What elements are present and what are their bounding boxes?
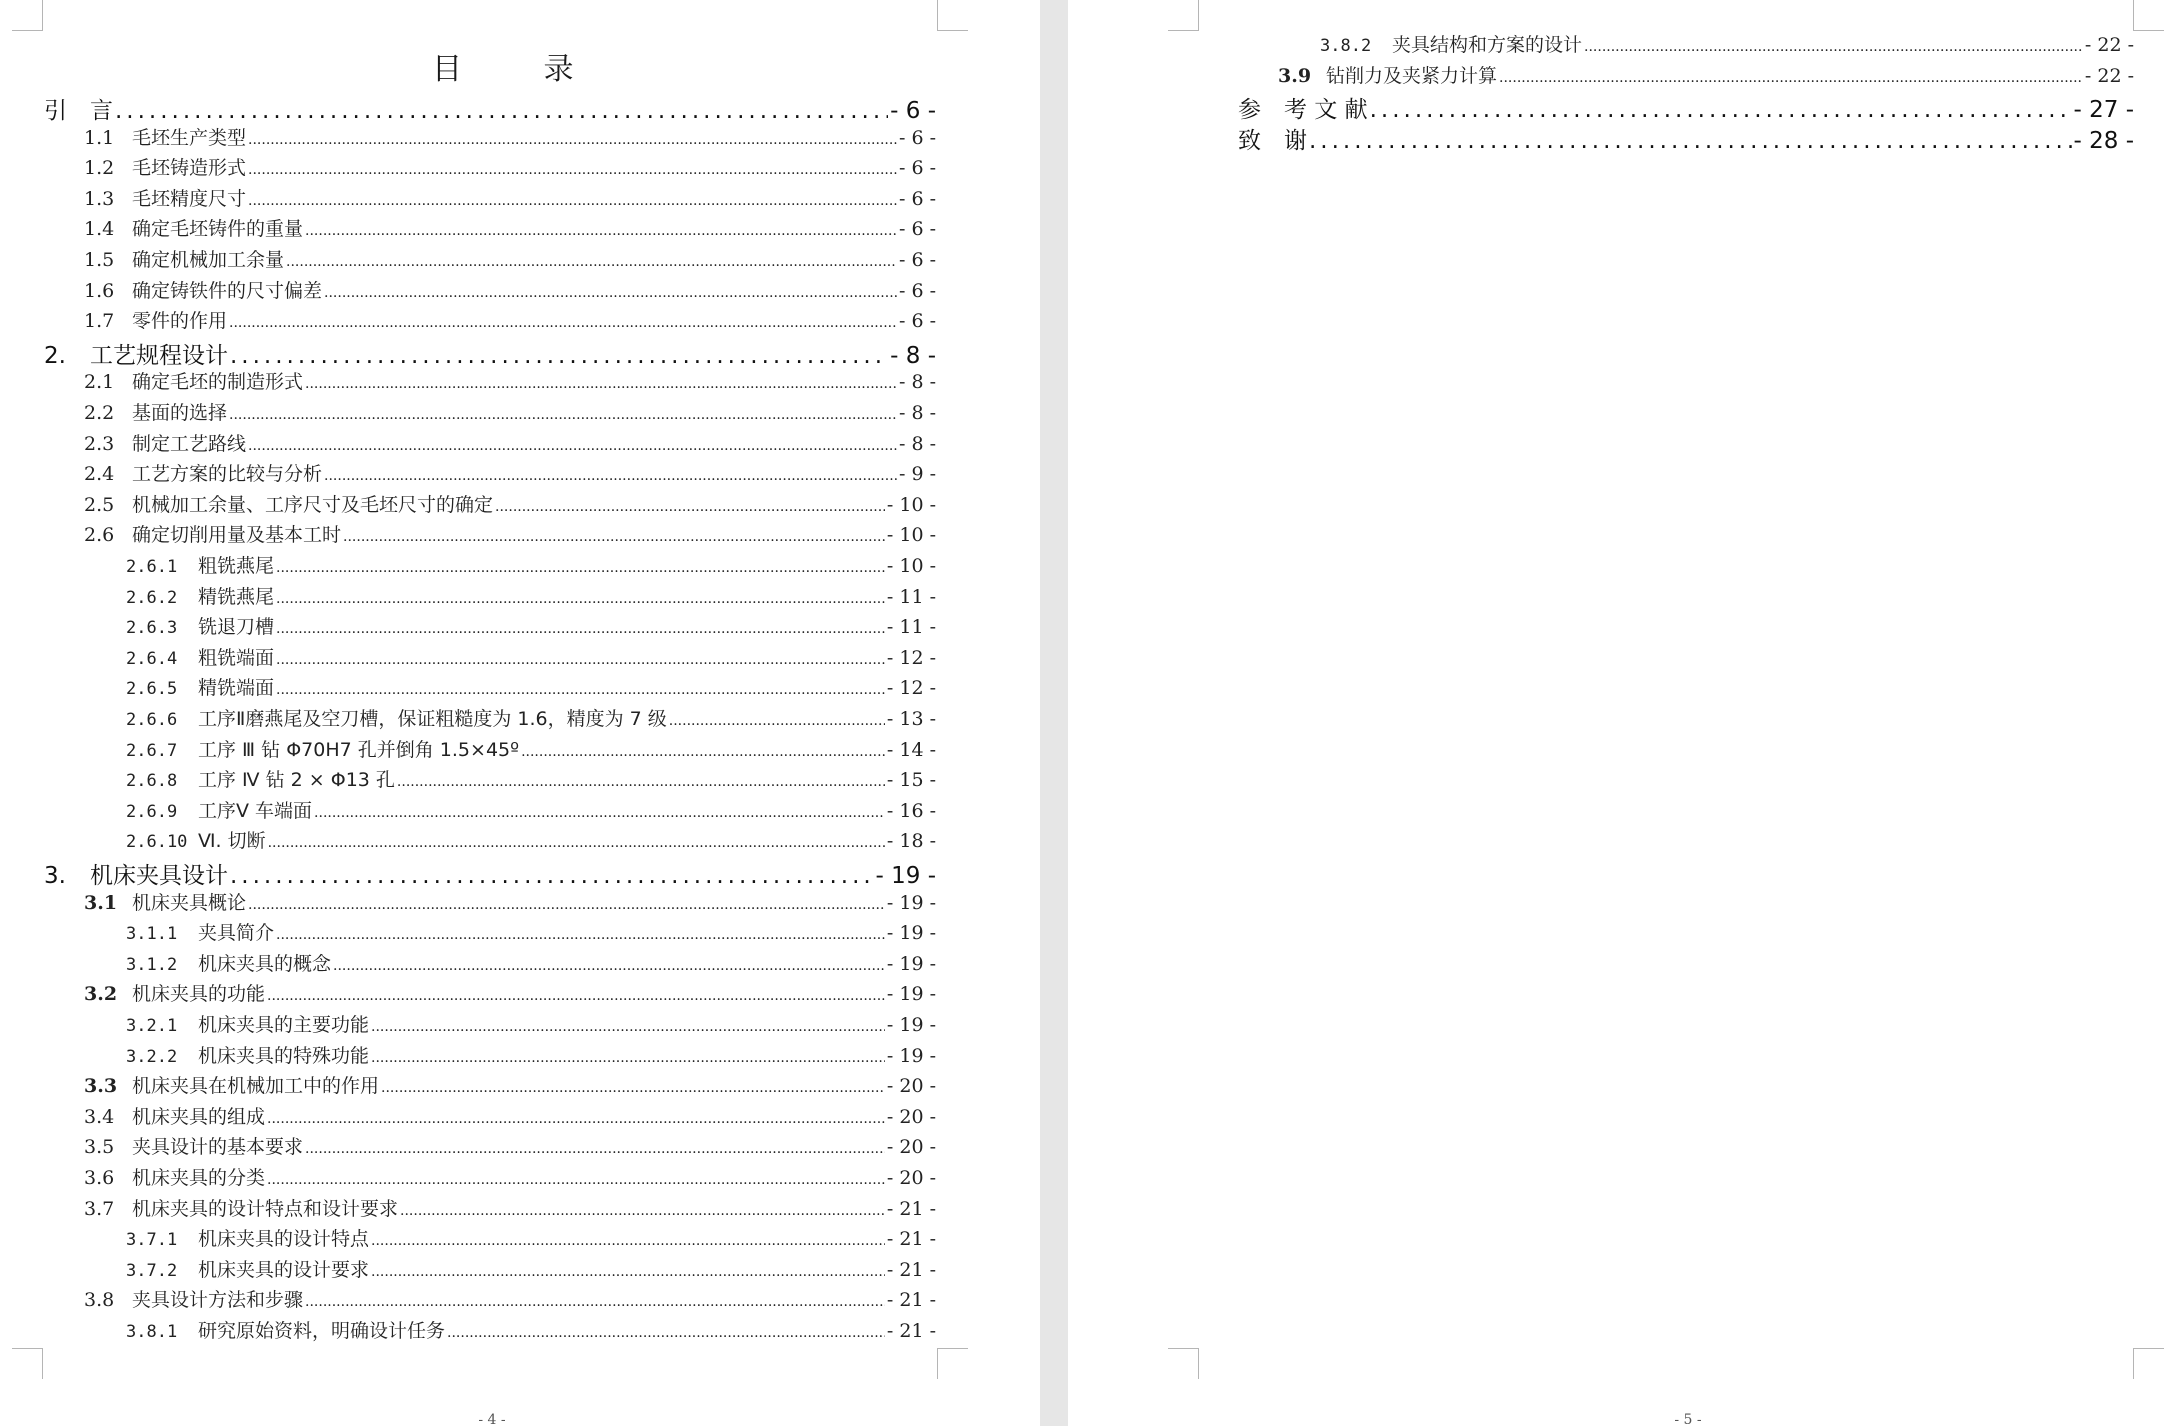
toc-entry[interactable] [126,582,936,609]
toc-entry-number: 2.6.2 [126,587,178,608]
toc-entry-number: 3.1.2 [126,954,178,975]
toc-entry[interactable] [84,398,936,425]
toc-entry[interactable] [126,796,936,823]
page-corner-mark [12,0,43,31]
toc-entry-title: 机床夹具的主要功能 [198,1014,370,1036]
toc-entry-page: - 19 - [886,922,936,945]
toc-entry[interactable] [84,459,936,486]
toc-entry-number: 3.2.2 [126,1046,178,1067]
toc-entry-title: 机床夹具的组成 [132,1105,266,1128]
toc-leader-dots [230,343,888,369]
toc-entry-number: 3.7.1 [126,1230,178,1251]
toc-entry[interactable] [84,888,936,915]
toc-entry[interactable] [44,92,936,125]
toc-entry-page: - 15 - [886,769,936,792]
toc-entry-number: 2.6.9 [126,801,178,822]
toc-entry-title: Ⅵ. 切断 [198,830,266,853]
toc-leader-dots [268,835,885,851]
toc-entry-page: - 10 - [886,493,936,516]
toc-entry-title: 确定切削用量及基本工时 [132,524,342,547]
page-number-footer: - 5 - [1674,1412,1702,1428]
toc-entry[interactable] [84,1071,936,1098]
toc-leader-dots [521,744,885,760]
toc-leader-dots [333,958,885,974]
page-corner-mark [1168,0,1199,31]
toc-leader-dots [371,1050,885,1066]
toc-leader-dots [229,315,897,331]
toc-entry-title: 夹具设计的基本要求 [132,1136,304,1159]
toc-entry[interactable] [84,153,936,180]
toc-leader-dots [371,1019,885,1035]
toc-leader-dots [324,468,897,484]
toc-entry-number: 2.2 [84,402,115,424]
toc-entry-title: 精铣燕尾 [198,585,275,608]
toc-leader-dots [248,193,897,209]
toc-leader-dots [397,774,885,790]
toc-entry-title: 铣退刀槽 [198,616,275,639]
toc-entry-page: - 13 - [886,708,936,730]
toc-entry-page: - 21 - [886,1228,936,1251]
toc-leader-dots [248,438,897,454]
toc-entry-page: - 11 - [886,616,936,639]
toc-entry[interactable] [84,979,936,1006]
toc-entry-title: 确定毛坯铸件的重量 [132,218,304,241]
toc-leader-dots [314,805,885,821]
toc-entry-number: 2.1 [84,371,115,394]
toc-entry-page: - 20 - [886,1105,936,1128]
toc-leader-dots [276,591,885,607]
toc-entry[interactable] [126,1041,936,1068]
toc-entry[interactable] [84,429,936,456]
toc-entry-title: 机械加工余量、工序尺寸及毛坯尺寸的确定 [132,493,494,516]
toc-entry-number: 3.8.2 [1320,36,1372,56]
toc-entry-page: - 6 - [898,126,936,149]
toc-entry[interactable] [84,1285,936,1312]
toc-leader-dots [495,499,885,515]
toc-entry-page: - 14 - [886,738,936,761]
toc-entry-title: 夹具简介 [198,922,275,945]
toc-leader-dots [305,1294,885,1310]
toc-leader-dots [1370,97,2072,123]
toc-leader-dots [343,529,885,545]
toc-entry-page: - 20 - [886,1167,936,1189]
toc-entry-page: - 10 - [886,524,936,547]
toc-entry-title: 机床夹具的功能 [132,983,266,1006]
toc-entry[interactable] [126,1224,936,1251]
toc-entry[interactable] [126,765,936,792]
toc-entry[interactable] [84,490,936,517]
toc-entry-title: 夹具结构和方案的设计 [1392,34,1583,56]
toc-entry-number: 3.5 [84,1136,115,1159]
toc-entry-number: 3.1.1 [126,924,178,945]
toc-entry[interactable] [84,214,936,241]
toc-entry[interactable] [126,551,936,578]
toc-leader-dots [248,162,897,178]
toc-leader-dots [267,1111,885,1127]
toc-entry[interactable] [84,306,936,333]
toc-entry-title: 工序 Ⅲ 钻 Φ70H7 孔并倒角 1.5×45º [198,738,520,761]
toc-entry-page: - 21 - [886,1197,936,1220]
toc-entry[interactable] [84,1132,936,1159]
page-corner-mark [12,1348,43,1379]
toc-entry[interactable] [1320,30,2134,57]
toc-entry[interactable] [84,123,936,150]
toc-entry-title: 确定铸铁件的尺寸偏差 [132,279,323,302]
toc-entry-page: - 19 - [875,863,936,889]
toc-entry-number: 2.6.1 [126,557,178,577]
toc-entry-title: 夹具设计方法和步骤 [132,1289,304,1312]
toc-entry-title: 工艺规程设计 [90,342,228,369]
toc-entry-number: 1.5 [84,249,115,271]
toc-entry[interactable] [126,735,936,762]
toc-entry-number: 2.6.6 [126,710,178,730]
toc-entry-number: 2.6.3 [126,618,178,639]
toc-leader-dots [669,713,885,729]
toc-entry-title: 零件的作用 [132,310,228,333]
toc-entry-number: 2.6 [84,524,115,547]
toc-entry-page: - 8 - [890,342,936,369]
toc-entry[interactable] [84,367,936,394]
toc-leader-dots [276,560,885,576]
page-corner-mark [1168,1348,1199,1379]
toc-entry-page: - 16 - [886,799,936,822]
toc-leader-dots [305,376,897,392]
page-corner-mark [2133,0,2164,31]
toc-entry-title: 机床夹具的设计特点 [198,1228,370,1251]
toc-entry-title: 粗铣燕尾 [198,555,275,577]
toc-leader-dots [1499,70,2083,86]
toc-entry-page: - 6 - [898,157,936,180]
toc-entry-page: - 21 - [886,1320,936,1342]
toc-entry-page: - 12 - [886,677,936,700]
toc-entry-page: - 19 - [886,1014,936,1036]
toc-entry-title: 机床夹具概论 [132,891,247,914]
toc-entry[interactable] [126,704,936,731]
toc-entry-number: 3.8 [84,1289,115,1312]
toc-entry-page: - 8 - [898,402,936,424]
toc-entry-page: - 21 - [886,1289,936,1312]
toc-entry-number: 3.4 [84,1105,115,1128]
toc-leader-dots [447,1325,885,1341]
toc-leader-dots [381,1080,885,1096]
toc-entry[interactable] [126,612,936,639]
toc-entry-page: - 6 - [898,187,936,210]
toc-entry-page: - 10 - [886,555,936,577]
toc-entry-number: 1.2 [84,157,115,180]
toc-entry-page: - 22 - [2084,34,2134,56]
toc-entry-page: - 9 - [898,463,936,486]
toc-leader-dots [276,682,885,698]
toc-entry-page: - 8 - [898,432,936,455]
toc-entry[interactable] [1238,91,2134,124]
toc-entry-title: 精铣端面 [198,677,275,700]
toc-leader-dots [229,407,897,423]
toc-leader-dots [400,1203,885,1219]
toc-entry-title: 机床夹具的设计要求 [198,1258,370,1281]
toc-entry-title: 机床夹具设计 [90,863,228,889]
toc-leader-dots [371,1264,885,1280]
toc-entry-page: - 6 - [898,218,936,241]
toc-entry-title: 言 [90,98,113,124]
toc-entry-number: 2.6.10 [126,832,188,853]
toc-entry-number: 3.6 [84,1167,115,1189]
toc-entry-page: - 6 - [890,98,936,124]
toc-entry-number: 2.3 [84,432,115,455]
toc-entry-title: 谢 [1284,127,1307,154]
document-page-5 [1068,0,2170,1426]
toc-entry-title: 基面的选择 [132,402,228,424]
toc-entry-number: 2.6.7 [126,740,178,761]
toc-entry-title: 制定工艺路线 [132,432,247,455]
toc-leader-dots [1584,39,2083,55]
toc-entry-number: 3.9 [1278,64,1312,87]
toc-entry-title: 机床夹具的设计特点和设计要求 [132,1197,399,1220]
toc-entry-page: - 22 - [2084,64,2134,87]
toc-leader-dots [305,223,897,239]
toc-entry-number: 2.5 [84,493,115,516]
toc-entry-number: 2.6.8 [126,771,178,792]
toc-entry-page: - 20 - [886,1136,936,1159]
toc-entry[interactable] [1238,122,2134,155]
toc-entry-number: 1.6 [84,279,115,302]
toc-leader-dots [276,652,885,668]
toc-entry-page: - 28 - [2073,127,2134,154]
toc-entry[interactable] [126,949,936,976]
toc-entry-title: 工艺方案的比较与分析 [132,463,323,486]
toc-entry-title: 机床夹具的分类 [132,1167,266,1189]
toc-entry-page: - 27 - [2073,97,2134,124]
toc-entry-number: 3.2.1 [126,1016,178,1036]
toc-entry-number: 2. [44,342,66,369]
toc-entry[interactable] [84,1102,936,1129]
toc-entry-page: - 19 - [886,983,936,1006]
toc-entry-title: 确定毛坯的制造形式 [132,371,304,394]
toc-entry-number: 1.4 [84,218,115,241]
document-page-4 [0,0,1040,1426]
toc-leader-dots [248,897,885,913]
toc-entry-number: 1.7 [84,310,115,333]
toc-entry-number: 1.3 [84,187,115,210]
toc-entry-page: - 8 - [898,371,936,394]
page-number-footer: - 4 - [478,1412,506,1428]
toc-entry[interactable] [84,1194,936,1221]
toc-entry-title: 钻削力及夹紧力计算 [1326,64,1498,87]
toc-entry-number: 3.8.1 [126,1322,178,1342]
toc-entry-number: 3.7 [84,1197,115,1220]
toc-entry-title: 工序 Ⅳ 钻 2 × Φ13 孔 [198,769,395,792]
toc-entry[interactable] [126,826,936,853]
toc-entry[interactable] [84,245,936,272]
toc-leader-dots [276,621,885,637]
toc-entry-title: 机床夹具的特殊功能 [198,1044,370,1067]
page-corner-mark [937,0,968,31]
toc-entry-number: 1.1 [84,126,115,149]
toc-entry-number: 致 [1238,127,1261,154]
toc-entry-number: 3.7.2 [126,1260,178,1281]
toc-entry[interactable] [84,184,936,211]
toc-leader-dots [286,254,897,270]
toc-entry-title: 研究原始资料，明确设计任务 [198,1320,446,1342]
toc-entry-page: - 12 - [886,646,936,669]
toc-entry[interactable] [126,1010,936,1037]
toc-entry-page: - 19 - [886,1044,936,1067]
toc-leader-dots [248,132,897,148]
toc-entry-page: - 19 - [886,891,936,914]
toc-entry[interactable] [126,918,936,945]
toc-entry-title: 机床夹具的概念 [198,952,332,975]
toc-title: 目 录 [432,52,610,87]
toc-entry-number: 3.2 [84,983,118,1006]
toc-entry-number: 3.1 [84,891,118,914]
toc-entry-number: 2.6.5 [126,679,178,700]
toc-entry-title: 机床夹具在机械加工中的作用 [132,1075,380,1098]
toc-entry[interactable] [126,643,936,670]
toc-entry-number: 参 [1238,97,1261,124]
toc-entry[interactable] [1278,61,2134,88]
toc-entry[interactable] [126,673,936,700]
toc-entry-title: 工序Ⅱ磨燕尾及空刀槽，保证粗糙度为 1.6，精度为 7 级 [198,708,667,730]
toc-entry[interactable] [84,1163,936,1190]
page-gap [1040,0,1068,1426]
toc-entry-number: 3. [44,863,66,889]
toc-leader-dots [371,1233,885,1249]
toc-entry-title: 毛坯生产类型 [132,126,247,149]
toc-entry-page: - 21 - [886,1258,936,1281]
toc-entry-page: - 18 - [886,830,936,853]
toc-entry-title: 确定机械加工余量 [132,249,285,271]
toc-entry-title: 粗铣端面 [198,646,275,669]
toc-entry[interactable] [44,857,936,890]
toc-entry-title: 毛坯铸造形式 [132,157,247,180]
toc-entry-number: 2.6.4 [126,648,178,669]
toc-entry-title: 工序Ⅴ 车端面 [198,799,313,822]
toc-entry-page: - 20 - [886,1075,936,1098]
toc-entry-page: - 6 - [898,310,936,333]
toc-entry-title: 考 文 献 [1284,97,1368,124]
toc-entry-number: 2.4 [84,463,115,486]
toc-entry-page: - 19 - [886,952,936,975]
page-corner-mark [2133,1348,2164,1379]
toc-entry[interactable] [126,1316,936,1343]
toc-entry[interactable] [84,520,936,547]
toc-leader-dots [115,98,888,124]
toc-entry[interactable] [84,276,936,303]
toc-leader-dots [276,927,885,943]
toc-entry-number: 3.3 [84,1075,118,1098]
toc-leader-dots [1309,128,2072,154]
toc-entry[interactable] [126,1255,936,1282]
toc-entry-page: - 6 - [898,249,936,271]
toc-entry[interactable] [44,337,936,370]
toc-leader-dots [267,1172,885,1188]
toc-leader-dots [230,863,874,889]
toc-entry-page: - 6 - [898,279,936,302]
toc-leader-dots [267,988,885,1004]
toc-leader-dots [324,285,897,301]
toc-entry-title: 毛坯精度尺寸 [132,187,247,210]
toc-entry-page: - 11 - [886,585,936,608]
page-corner-mark [937,1348,968,1379]
toc-leader-dots [305,1141,885,1157]
toc-entry-number: 引 [44,98,67,124]
